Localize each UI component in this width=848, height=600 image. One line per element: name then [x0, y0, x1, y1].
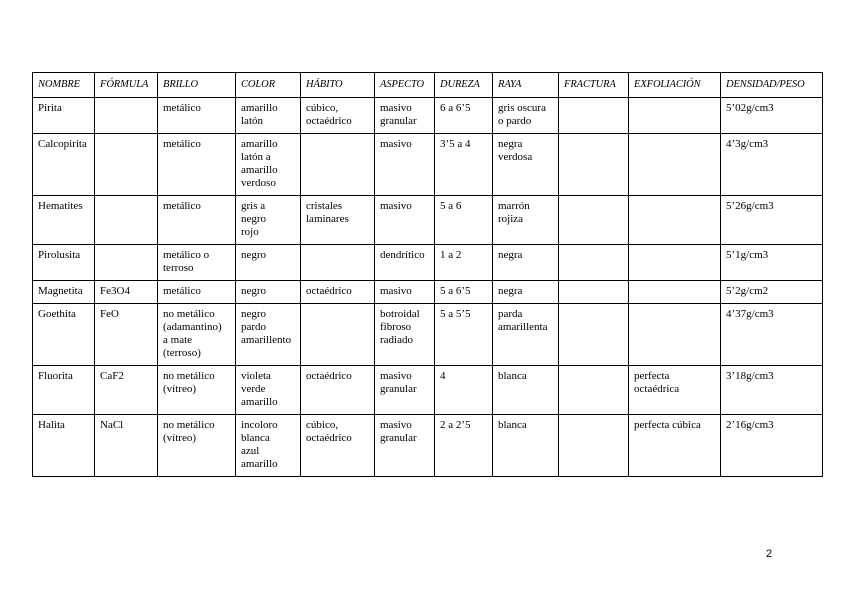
- cell-text: 1 a 2: [440, 249, 462, 261]
- minerals-table: [32, 72, 823, 477]
- cell-text: gris a: [241, 200, 266, 212]
- cell-text: 5’1g/cm3: [726, 249, 769, 261]
- cell-text: masivo: [380, 370, 412, 382]
- cell-text: masivo: [380, 419, 412, 431]
- table-cell: [435, 281, 493, 304]
- cell-text: octaédrico: [306, 115, 352, 127]
- table-cell: [375, 304, 435, 366]
- column-header: FÓRMULA: [95, 73, 158, 98]
- table-cell: [721, 134, 823, 196]
- table-cell: [158, 304, 236, 366]
- table-cell: [435, 304, 493, 366]
- cell-text: octaédrica: [634, 383, 680, 395]
- cell-text: 3’5 a 4: [440, 138, 471, 150]
- table-cell: [721, 196, 823, 245]
- cell-text: o pardo: [498, 115, 532, 127]
- cell-text: Calcopirita: [38, 138, 87, 150]
- table-cell: [559, 281, 629, 304]
- table-cell: [721, 366, 823, 415]
- column-header: EXFOLIACIÓN: [629, 73, 721, 98]
- table-cell: [33, 245, 95, 281]
- table-cell: [559, 304, 629, 366]
- table-cell: [33, 281, 95, 304]
- cell-text: CaF2: [100, 370, 124, 382]
- cell-text: Pirolusita: [38, 249, 81, 261]
- cell-text: masivo: [380, 138, 412, 150]
- cell-text: 3’18g/cm3: [726, 370, 774, 382]
- table-cell: [629, 134, 721, 196]
- table-cell: [629, 98, 721, 134]
- table-cell: [375, 366, 435, 415]
- cell-text: 5 a 6: [440, 200, 462, 212]
- table-cell: [435, 366, 493, 415]
- cell-text: 2’16g/cm3: [726, 419, 774, 431]
- table-cell: [435, 98, 493, 134]
- table-cell: [493, 196, 559, 245]
- cell-text: 5’02g/cm3: [726, 102, 774, 114]
- cell-text: marrón: [498, 200, 530, 212]
- table-cell: [559, 98, 629, 134]
- cell-text: octaédrico: [306, 285, 352, 297]
- table-cell: [33, 134, 95, 196]
- table-cell: [95, 134, 158, 196]
- cell-text: dendrítico: [380, 249, 425, 261]
- cell-text: verdoso: [241, 177, 276, 189]
- table-cell: [301, 196, 375, 245]
- cell-text: rojiza: [498, 213, 524, 225]
- table-cell: [375, 415, 435, 477]
- table-cell: [721, 98, 823, 134]
- table-cell: [158, 415, 236, 477]
- table-cell: [236, 415, 301, 477]
- table-cell: [95, 98, 158, 134]
- cell-text: no metálico: [163, 308, 215, 320]
- cell-text: negro: [241, 285, 267, 297]
- cell-text: masivo: [380, 200, 412, 212]
- cell-text: botroidal: [380, 308, 420, 320]
- cell-text: azul: [241, 445, 260, 457]
- cell-text: latón: [241, 115, 263, 127]
- page-number: 2: [766, 548, 773, 560]
- cell-text: amarillenta: [498, 321, 548, 333]
- table-header-row: [33, 73, 823, 98]
- table-row: [33, 366, 823, 415]
- cell-text: radiado: [380, 334, 413, 346]
- table-cell: [95, 196, 158, 245]
- cell-text: amarillo: [241, 102, 278, 114]
- table-cell: [559, 415, 629, 477]
- cell-text: 4’37g/cm3: [726, 308, 774, 320]
- cell-text: NaCl: [100, 419, 124, 431]
- table-cell: [236, 366, 301, 415]
- table-cell: [435, 134, 493, 196]
- cell-text: octaédrico: [306, 432, 352, 444]
- cell-text: octaédrico: [306, 370, 352, 382]
- cell-text: negra: [498, 249, 523, 261]
- table-cell: [95, 245, 158, 281]
- table-cell: [375, 134, 435, 196]
- column-header: ASPECTO: [375, 73, 435, 98]
- cell-text: perfecta cúbica: [634, 419, 701, 431]
- cell-text: amarillento: [241, 334, 292, 346]
- table-cell: [629, 415, 721, 477]
- table-cell: [629, 245, 721, 281]
- cell-text: amarillo: [241, 396, 278, 408]
- table-cell: [559, 366, 629, 415]
- cell-text: masivo: [380, 285, 412, 297]
- table-cell: [493, 415, 559, 477]
- table-cell: [375, 245, 435, 281]
- column-header: COLOR: [236, 73, 301, 98]
- cell-text: pardo: [241, 321, 267, 333]
- table-cell: [158, 98, 236, 134]
- cell-text: 4’3g/cm3: [726, 138, 769, 150]
- cell-text: granular: [380, 432, 417, 444]
- table-row: [33, 415, 823, 477]
- cell-text: latón a: [241, 151, 271, 163]
- cell-text: amarillo: [241, 458, 278, 470]
- table-cell: [493, 245, 559, 281]
- table-cell: [435, 245, 493, 281]
- cell-text: metálico: [163, 200, 201, 212]
- table-cell: [375, 196, 435, 245]
- table-cell: [629, 366, 721, 415]
- cell-text: Fluorita: [38, 370, 73, 382]
- column-header: DENSIDAD/PESO: [721, 73, 823, 98]
- table-cell: [158, 245, 236, 281]
- cell-text: parda: [498, 308, 523, 320]
- cell-text: verdosa: [498, 151, 533, 163]
- cell-text: granular: [380, 383, 417, 395]
- table-cell: [236, 245, 301, 281]
- table-row: [33, 245, 823, 281]
- table-cell: [721, 245, 823, 281]
- table-cell: [33, 304, 95, 366]
- cell-text: Hematites: [38, 200, 83, 212]
- cell-text: Magnetita: [38, 285, 83, 297]
- table-cell: [559, 134, 629, 196]
- cell-text: amarillo: [241, 164, 278, 176]
- table-cell: [721, 304, 823, 366]
- table-cell: [301, 304, 375, 366]
- table-cell: [95, 281, 158, 304]
- cell-text: 2 a 2’5: [440, 419, 471, 431]
- table-row: [33, 196, 823, 245]
- column-header: DUREZA: [435, 73, 493, 98]
- cell-text: (adamantino): [163, 321, 222, 333]
- table-cell: [721, 281, 823, 304]
- cell-text: FeO: [100, 308, 119, 320]
- table-cell: [301, 245, 375, 281]
- cell-text: 5’26g/cm3: [726, 200, 774, 212]
- table-cell: [158, 134, 236, 196]
- table-cell: [158, 281, 236, 304]
- cell-text: Halita: [38, 419, 65, 431]
- table-cell: [95, 366, 158, 415]
- cell-text: 4: [440, 370, 446, 382]
- cell-text: blanca: [498, 370, 527, 382]
- table-cell: [493, 304, 559, 366]
- cell-text: negro: [241, 308, 267, 320]
- cell-text: gris oscura: [498, 102, 546, 114]
- table-body: [33, 98, 823, 477]
- table-cell: [95, 415, 158, 477]
- cell-text: laminares: [306, 213, 349, 225]
- cell-text: no metálico: [163, 419, 215, 431]
- table-cell: [95, 304, 158, 366]
- cell-text: metálico: [163, 102, 201, 114]
- table-cell: [493, 134, 559, 196]
- column-header: HÁBITO: [301, 73, 375, 98]
- table-cell: [629, 281, 721, 304]
- column-header: RAYA: [493, 73, 559, 98]
- cell-text: Pirita: [38, 102, 62, 114]
- table-cell: [301, 366, 375, 415]
- cell-text: verde: [241, 383, 266, 395]
- table-cell: [301, 415, 375, 477]
- cell-text: metálico: [163, 138, 201, 150]
- table-cell: [375, 281, 435, 304]
- cell-text: terroso: [163, 262, 194, 274]
- cell-text: Fe3O4: [100, 285, 130, 297]
- cell-text: amarillo: [241, 138, 278, 150]
- cell-text: blanca: [241, 432, 270, 444]
- table-row: [33, 304, 823, 366]
- cell-text: (terroso): [163, 347, 201, 359]
- cell-text: granular: [380, 115, 417, 127]
- cell-text: negro: [241, 249, 267, 261]
- table-cell: [559, 245, 629, 281]
- table-row: [33, 134, 823, 196]
- cell-text: negra: [498, 138, 523, 150]
- table-cell: [236, 281, 301, 304]
- cell-text: blanca: [498, 419, 527, 431]
- cell-text: (vítreo): [163, 432, 196, 444]
- cell-text: perfecta: [634, 370, 670, 382]
- table-cell: [301, 281, 375, 304]
- table-cell: [493, 281, 559, 304]
- column-header: NOMBRE: [33, 73, 95, 98]
- cell-text: masivo: [380, 102, 412, 114]
- table-cell: [236, 98, 301, 134]
- cell-text: rojo: [241, 226, 259, 238]
- table-row: [33, 281, 823, 304]
- cell-text: negra: [498, 285, 523, 297]
- cell-text: a mate: [163, 334, 193, 346]
- table-cell: [236, 134, 301, 196]
- table-cell: [33, 196, 95, 245]
- column-header: BRILLO: [158, 73, 236, 98]
- table-cell: [33, 98, 95, 134]
- cell-text: 5 a 6’5: [440, 285, 471, 297]
- cell-text: negro: [241, 213, 267, 225]
- table-cell: [236, 304, 301, 366]
- table-cell: [721, 415, 823, 477]
- table-cell: [301, 134, 375, 196]
- column-header: FRACTURA: [559, 73, 629, 98]
- table-cell: [559, 196, 629, 245]
- cell-text: (vítreo): [163, 383, 196, 395]
- table-cell: [493, 366, 559, 415]
- cell-text: 6 a 6’5: [440, 102, 471, 114]
- table-cell: [375, 98, 435, 134]
- table-cell: [33, 366, 95, 415]
- table-cell: [301, 98, 375, 134]
- cell-text: metálico o: [163, 249, 210, 261]
- cell-text: Goethita: [38, 308, 76, 320]
- table-cell: [158, 366, 236, 415]
- table-cell: [435, 196, 493, 245]
- cell-text: 5’2g/cm2: [726, 285, 769, 297]
- cell-text: metálico: [163, 285, 201, 297]
- table-cell: [629, 304, 721, 366]
- cell-text: no metálico: [163, 370, 215, 382]
- table-cell: [236, 196, 301, 245]
- cell-text: cúbico,: [306, 419, 339, 431]
- table-cell: [33, 415, 95, 477]
- cell-text: incoloro: [241, 419, 278, 431]
- table-cell: [158, 196, 236, 245]
- table-cell: [435, 415, 493, 477]
- cell-text: 5 a 5’5: [440, 308, 471, 320]
- cell-text: fibroso: [380, 321, 412, 333]
- cell-text: violeta: [241, 370, 271, 382]
- table-cell: [629, 196, 721, 245]
- table-cell: [493, 98, 559, 134]
- cell-text: cristales: [306, 200, 343, 212]
- table-row: [33, 98, 823, 134]
- cell-text: cúbico,: [306, 102, 339, 114]
